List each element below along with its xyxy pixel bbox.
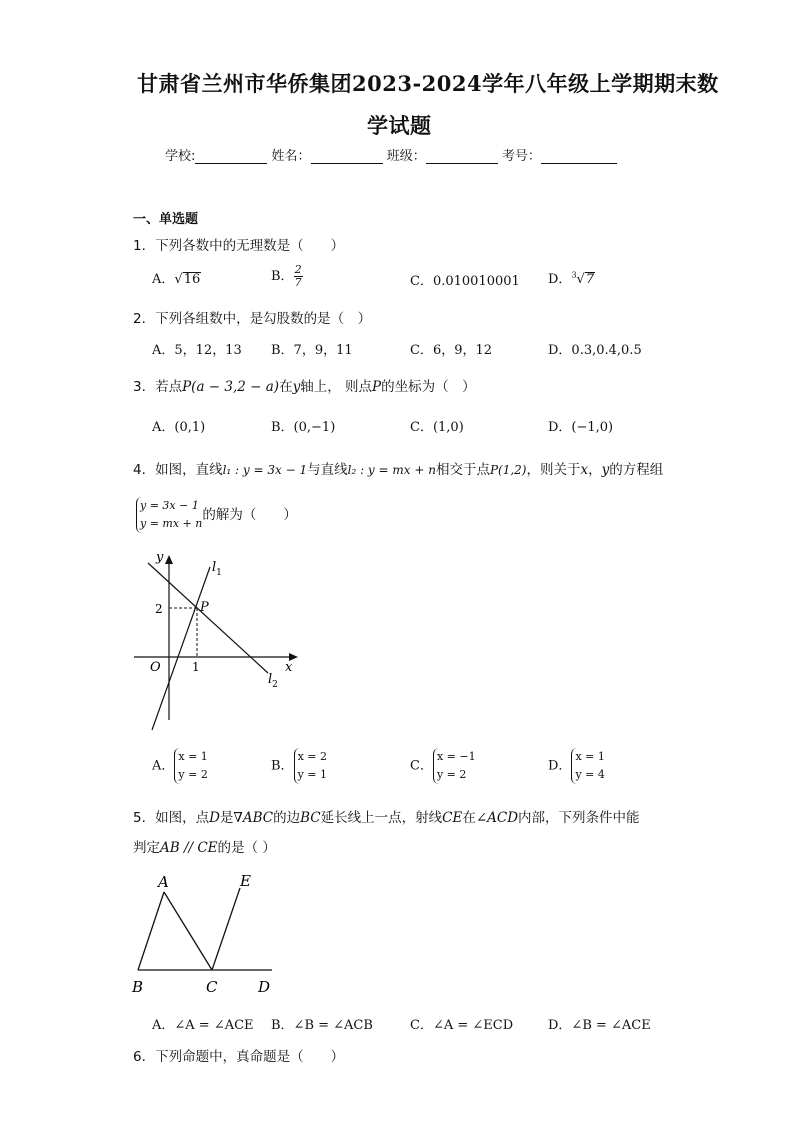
q2-option-b: B．7，9，11 [271, 343, 353, 358]
q4-p5: 的方程组 [609, 462, 664, 478]
page-title-line2: 学试题 [367, 113, 432, 138]
school-label: 学校: [165, 149, 196, 164]
q4-option-b [271, 748, 327, 784]
q5-angle-acd: ∠ACD [475, 810, 519, 826]
q4-sys-line1: y = 3x − 1 [140, 499, 199, 512]
fig5-label-c: C [206, 978, 218, 996]
q1-option-c [410, 270, 520, 289]
q1-d-radicand: 7 [585, 272, 595, 287]
q1-option-d [548, 268, 595, 287]
exam-no-label: 考号： [501, 149, 541, 164]
q2-option-c: C．6，9，12 [410, 343, 493, 358]
q4-d-line2: y = 4 [575, 768, 605, 781]
fig5-label-d: D [258, 978, 271, 996]
fig5-label-e: E [240, 872, 251, 890]
fig4-l2-label: $l_2$ [268, 672, 278, 690]
q5-option-c: C．∠A = ∠ECD [410, 1018, 514, 1033]
page-title-line1: 甘肃省兰州市华侨集团2023-2024学年八年级上学期期末数 [137, 71, 719, 96]
name-label: 姓名： [271, 149, 311, 164]
q4-stem [133, 458, 663, 478]
ray-ce [212, 888, 240, 970]
q1-b-fraction [294, 264, 303, 289]
q1-b-denominator: 7 [294, 276, 302, 289]
q5-line2-p1: 判定 [133, 840, 160, 856]
q3-point: P(a − 3,2 − a) [182, 379, 280, 395]
q2-option-d: D．0.3,0.4,0.5 [548, 343, 642, 358]
q3-option-b: B．(0,−1) [271, 420, 336, 435]
fig4-tick-2: 2 [155, 602, 163, 616]
q1-c-value: 0.010010001 [432, 274, 520, 289]
q4-c-line2: y = 2 [436, 768, 467, 781]
q1-b-numerator: 2 [294, 263, 302, 276]
q5-option-d: D．∠B = ∠ACE [548, 1018, 651, 1033]
q5-figure [128, 868, 288, 1000]
q1-b-label: B． [271, 269, 294, 284]
y-axis-arrow-icon [165, 555, 173, 564]
fig4-l1-label: $l_1$ [212, 560, 222, 578]
q5-stem-line1 [133, 806, 640, 826]
cube-root-icon: √ [576, 272, 585, 287]
q4-l2-equation: l₂ : y = mx + n [347, 463, 436, 477]
q1-d-index: 3 [571, 270, 577, 280]
q5-p5: 在 [462, 810, 476, 826]
q4-b-line1: x = 2 [297, 750, 327, 763]
class-label: 班级： [386, 149, 426, 164]
fig4-tick-1: 1 [192, 660, 200, 674]
student-info-row [165, 145, 617, 164]
q1-option-a [152, 268, 201, 287]
q5-parallel: AB // CE [160, 840, 218, 856]
q3-mid: 在 [279, 379, 293, 395]
class-blank [426, 149, 498, 164]
q1-a-radicand: 16 [183, 272, 201, 287]
q4-a-system [174, 748, 207, 784]
q4-b-label: B． [271, 758, 294, 774]
q5-bc: BC [300, 810, 321, 826]
q5-option-a: A．∠A = ∠ACE [152, 1018, 254, 1033]
q3-stem [133, 375, 476, 395]
q4-a-line2: y = 2 [178, 768, 208, 781]
segment-ab [138, 892, 164, 970]
q1-d-label: D． [548, 272, 572, 287]
q3-prefix: 3．若点 [133, 379, 183, 395]
q4-a-line1: x = 1 [178, 750, 208, 763]
fig4-origin: O [150, 660, 161, 675]
q5-p2: 是 [219, 810, 234, 826]
q4-l1-equation: l₁ : y = 3x − 1 [222, 463, 308, 477]
q4-d-label: D． [548, 758, 572, 774]
school-blank [195, 149, 267, 164]
q3-option-d: D．(−1,0) [548, 420, 614, 435]
q4-p4: ，则关于 [526, 462, 581, 478]
sqrt-icon: √ [174, 272, 183, 287]
q4-p3: 相交于点 [435, 462, 490, 478]
q4-sep: ， [588, 462, 602, 478]
q4-d-system [571, 748, 604, 784]
q4-p6: 的解为（ ） [202, 507, 297, 523]
fig4-point-p: P [200, 600, 209, 615]
q5-ce: CE [442, 810, 463, 826]
q4-a-label: A． [152, 758, 175, 774]
q5-option-b: B．∠B = ∠ACB [271, 1018, 373, 1033]
section-title: 一、单选题 [133, 212, 199, 227]
q4-sys-line2: y = mx + n [140, 517, 203, 530]
q5-triangle: ∇ABC [233, 810, 274, 826]
q5-stem-line2 [133, 836, 276, 856]
q4-system-row [136, 497, 297, 533]
q2-option-a: A．5，12，13 [152, 343, 242, 358]
q4-figure [130, 545, 300, 735]
q3-suffix: 轴上， 则点 [300, 379, 373, 395]
q4-system [136, 497, 202, 533]
name-blank [311, 149, 383, 164]
exam-no-blank [541, 149, 617, 164]
q5-point-d: D [209, 810, 220, 826]
q4-b-line2: y = 1 [297, 768, 327, 781]
q2-stem: 2．下列各组数中，是勾股数的是（ ） [133, 311, 372, 327]
q4-var-x: x [580, 462, 589, 478]
q6-stem: 6．下列命题中，真命题是（ ） [133, 1049, 345, 1065]
fig5-label-b: B [132, 978, 144, 996]
q4-option-d [548, 748, 605, 784]
fig5-label-a: A [158, 873, 169, 891]
q5-p3: 的边 [273, 810, 301, 826]
q4-c-label: C． [410, 758, 433, 774]
q1-option-b [271, 264, 303, 289]
fig4-x-label: x [285, 660, 293, 675]
q3-option-a: A．(0,1) [152, 420, 206, 435]
q3-point-p: P [372, 379, 382, 395]
q5-p4: 延长线上一点，射线 [320, 810, 443, 826]
q5-p1: 5．如图，点 [133, 810, 210, 826]
q4-point: P(1,2) [489, 463, 527, 477]
q4-p2: 与直线 [307, 462, 348, 478]
fig4-y-label: y [156, 550, 164, 565]
q3-end: 的坐标为（ ） [381, 379, 476, 395]
segment-ac [164, 892, 212, 970]
q4-p1: 4．如图，直线 [133, 462, 223, 478]
q4-var-y: y [601, 462, 610, 478]
q5-line2-p2: 的是（ ） [217, 840, 276, 856]
q4-option-c [410, 748, 476, 784]
q4-c-line1: x = −1 [436, 750, 476, 763]
line-l1 [152, 567, 210, 730]
q4-option-a [152, 748, 208, 784]
q4-c-system [433, 748, 476, 784]
q5-p6: 内部，下列条件中能 [518, 810, 640, 826]
q3-option-c: C．(1,0) [410, 420, 464, 435]
q1-a-label: A． [152, 272, 175, 287]
q3-axis: y [292, 379, 301, 395]
q4-d-line1: x = 1 [575, 750, 605, 763]
q1-c-label: C． [410, 274, 433, 289]
q1-stem: 1．下列各数中的无理数是（ ） [133, 238, 345, 254]
q4-b-system [294, 748, 327, 784]
